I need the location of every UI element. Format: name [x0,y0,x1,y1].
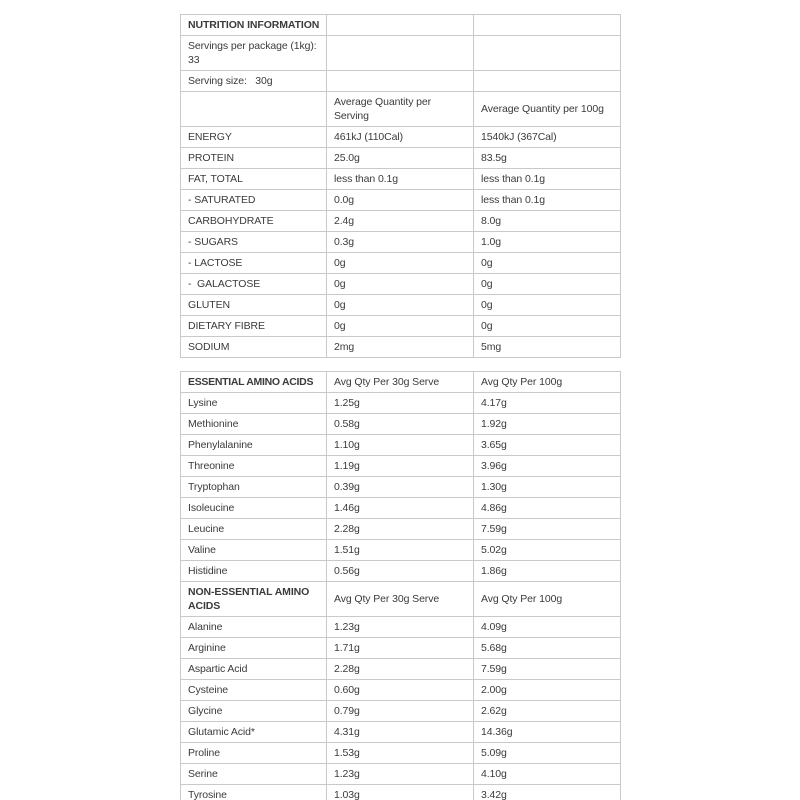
table-row [181,477,621,498]
table-cell: 5.02g [474,540,621,561]
column-header-per-100g: Avg Qty Per 100g [474,372,621,393]
table-cell: Isoleucine [181,498,327,519]
table-row [181,680,621,701]
table-row [181,456,621,477]
table-cell: 3.42g [474,785,621,800]
table-cell: DIETARY FIBRE [181,316,327,337]
table-row [181,337,621,358]
table-cell: CARBOHYDRATE [181,211,327,232]
table-cell: - GALACTOSE [181,274,327,295]
table-cell: 2.4g [327,211,474,232]
table-cell: 1.92g [474,414,621,435]
empty-cell [474,15,621,36]
table-cell: Methionine [181,414,327,435]
table-cell: 0g [327,274,474,295]
table-cell: 5.09g [474,743,621,764]
table-row [181,785,621,800]
table-row [181,540,621,561]
table-cell: PROTEIN [181,148,327,169]
table-cell: 1.23g [327,617,474,638]
table-cell: - SUGARS [181,232,327,253]
table-cell: FAT, TOTAL [181,169,327,190]
table-cell: 8.0g [474,211,621,232]
table-cell: less than 0.1g [474,190,621,211]
empty-cell [327,71,474,92]
nutrition-title: NUTRITION INFORMATION [181,15,327,36]
table-cell: 1.71g [327,638,474,659]
table-cell: 1.30g [474,477,621,498]
non-essential-amino-rows [181,617,621,800]
table-row [181,316,621,337]
table-cell: 5.68g [474,638,621,659]
table-cell: Phenylalanine [181,435,327,456]
table-cell: 1540kJ (367Cal) [474,127,621,148]
essential-amino-acids-title: ESSENTIAL AMINO ACIDS [181,372,327,393]
table-row [181,232,621,253]
table-row [181,148,621,169]
table-cell: 1.03g [327,785,474,800]
table-cell: 4.17g [474,393,621,414]
table-cell: Leucine [181,519,327,540]
table-row [181,722,621,743]
amino-acids-table [180,371,621,800]
table-row-essential-header [181,372,621,393]
table-row [181,169,621,190]
essential-amino-rows [181,393,621,582]
table-cell: 7.59g [474,519,621,540]
empty-cell [327,15,474,36]
column-header-per-100g: Average Quantity per 100g [474,92,621,127]
table-row-title [181,15,621,36]
table-row [181,127,621,148]
serving-size: Serving size: 30g [181,71,327,92]
table-cell: 461kJ (110Cal) [327,127,474,148]
table-cell: 2.00g [474,680,621,701]
table-row [181,274,621,295]
column-header-per-serving: Average Quantity per Serving [327,92,474,127]
table-row [181,435,621,456]
table-cell: 0.39g [327,477,474,498]
table-row [181,190,621,211]
table-cell: 0.3g [327,232,474,253]
table-row [181,743,621,764]
table-row [181,393,621,414]
column-header-per-100g: Avg Qty Per 100g [474,582,621,617]
table-cell: 3.96g [474,456,621,477]
table-cell: 5mg [474,337,621,358]
table-cell: GLUTEN [181,295,327,316]
non-essential-amino-acids-title: NON-ESSENTIAL AMINO ACIDS [181,582,327,617]
table-cell: 1.10g [327,435,474,456]
column-header-per-30g-serve: Avg Qty Per 30g Serve [327,582,474,617]
empty-cell [181,92,327,127]
table-cell: 4.09g [474,617,621,638]
table-cell: less than 0.1g [327,169,474,190]
table-cell: 3.65g [474,435,621,456]
table-cell: 0g [474,295,621,316]
table-cell: Tyrosine [181,785,327,800]
table-cell: Histidine [181,561,327,582]
table-row [181,414,621,435]
table-cell: 2.28g [327,659,474,680]
table-cell: Glycine [181,701,327,722]
table-cell: 0.60g [327,680,474,701]
servings-per-package: Servings per package (1kg): 33 [181,36,327,71]
nutrition-information-table [180,14,621,358]
table-row [181,638,621,659]
table-cell: Proline [181,743,327,764]
table-row [181,764,621,785]
table-cell: 0g [327,253,474,274]
table-cell: 2.62g [474,701,621,722]
table-cell: 7.59g [474,659,621,680]
table-row [181,295,621,316]
table-cell: 1.0g [474,232,621,253]
table-cell: 1.46g [327,498,474,519]
table-cell: ENERGY [181,127,327,148]
table-row-column-headers [181,92,621,127]
table-cell: - SATURATED [181,190,327,211]
table-cell: 2mg [327,337,474,358]
table-cell: Lysine [181,393,327,414]
table-cell: 0.58g [327,414,474,435]
table-cell: less than 0.1g [474,169,621,190]
table-cell: SODIUM [181,337,327,358]
table-row-serving-size [181,71,621,92]
table-row [181,519,621,540]
table-cell: Arginine [181,638,327,659]
table-cell: 0g [474,316,621,337]
empty-cell [474,71,621,92]
table-cell: 0g [474,274,621,295]
table-cell: 1.23g [327,764,474,785]
column-header-per-30g-serve: Avg Qty Per 30g Serve [327,372,474,393]
table-cell: 2.28g [327,519,474,540]
table-cell: Valine [181,540,327,561]
table-cell: 25.0g [327,148,474,169]
table-cell: Serine [181,764,327,785]
table-row [181,659,621,680]
table-cell: 4.10g [474,764,621,785]
table-cell: - LACTOSE [181,253,327,274]
table-cell: Aspartic Acid [181,659,327,680]
table-cell: 4.31g [327,722,474,743]
table-row [181,253,621,274]
empty-cell [474,36,621,71]
table-cell: 4.86g [474,498,621,519]
nutrition-panel [180,0,620,800]
table-cell: 0.79g [327,701,474,722]
table-row [181,498,621,519]
table-cell: Tryptophan [181,477,327,498]
table-cell: Threonine [181,456,327,477]
table-cell: 1.25g [327,393,474,414]
table-row [181,701,621,722]
table-cell: 14.36g [474,722,621,743]
table-row [181,211,621,232]
table-cell: 1.51g [327,540,474,561]
table-row-non-essential-header [181,582,621,617]
table-row-servings [181,36,621,71]
table-cell: 83.5g [474,148,621,169]
table-cell: 0g [327,295,474,316]
table-cell: 0.0g [327,190,474,211]
nutrition-rows [181,127,621,358]
table-cell: 1.86g [474,561,621,582]
table-cell: 0g [474,253,621,274]
table-row [181,561,621,582]
table-cell: 1.19g [327,456,474,477]
table-cell: Glutamic Acid* [181,722,327,743]
empty-cell [327,36,474,71]
table-cell: 0g [327,316,474,337]
table-cell: 0.56g [327,561,474,582]
table-row [181,617,621,638]
table-cell: Cysteine [181,680,327,701]
table-cell: 1.53g [327,743,474,764]
table-cell: Alanine [181,617,327,638]
